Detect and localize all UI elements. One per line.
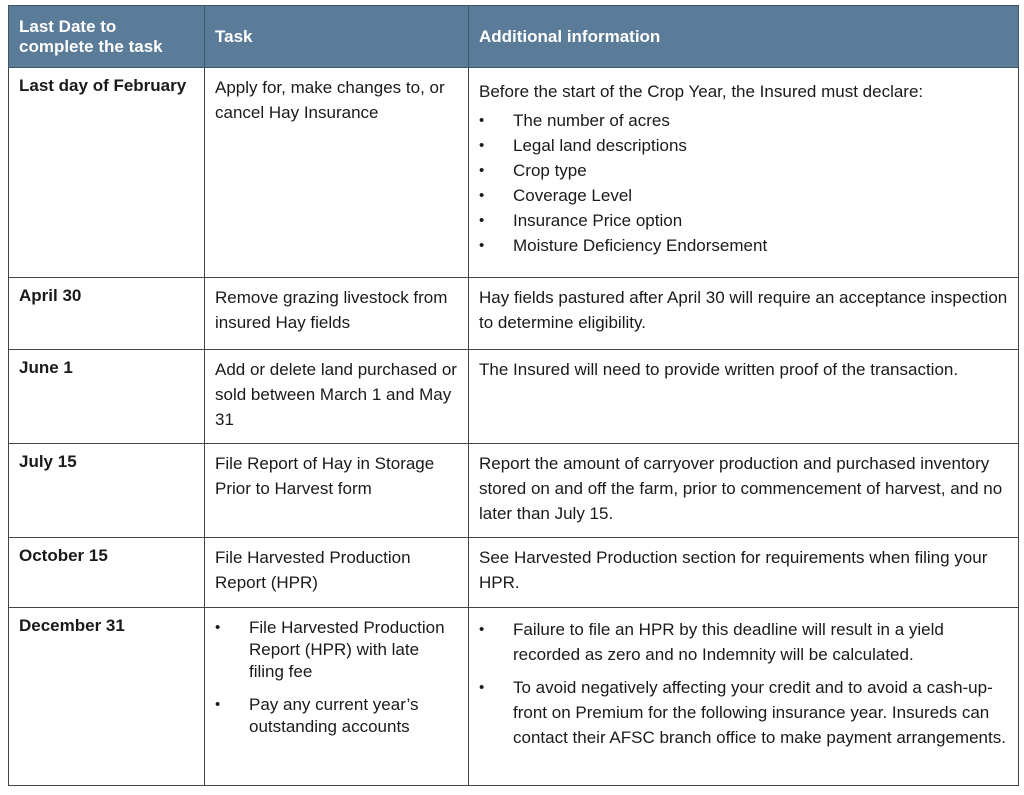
row-task: Remove grazing livestock from insured Hay fields bbox=[205, 278, 469, 350]
deadlines-table bbox=[8, 5, 1019, 786]
table-row bbox=[9, 538, 1019, 608]
row-date: October 15 bbox=[9, 538, 205, 608]
list-item: • Moisture Deficiency Endorsement bbox=[479, 233, 1008, 258]
list-item: • To avoid negatively affecting your credit and to avoid a cash-up-front on Premium for the following insurance year. Insureds can contact their AFSC branch office to make payment arrangements. bbox=[479, 675, 1008, 750]
table-row bbox=[9, 350, 1019, 444]
row-info bbox=[469, 608, 1019, 786]
table-row bbox=[9, 68, 1019, 278]
row-task bbox=[205, 608, 469, 786]
row-date: Last day of February bbox=[9, 68, 205, 278]
header-task: Task bbox=[205, 6, 469, 68]
list-item: • File Harvested Production Report (HPR) with late filing fee bbox=[215, 617, 458, 683]
row-info: The Insured will need to provide written proof of the transaction. bbox=[469, 350, 1019, 444]
info-bullet-list bbox=[479, 108, 1008, 258]
table-row bbox=[9, 444, 1019, 538]
header-info: Additional information bbox=[469, 6, 1019, 68]
row-task: Add or delete land purchased or sold between March 1 and May 31 bbox=[205, 350, 469, 444]
list-item: • Legal land descriptions bbox=[479, 133, 1008, 158]
header-date: Last Date to complete the task bbox=[9, 6, 205, 68]
list-item: • Crop type bbox=[479, 158, 1008, 183]
task-bullet-list bbox=[215, 617, 458, 738]
row-task: Apply for, make changes to, or cancel Hay Insurance bbox=[205, 68, 469, 278]
table-row bbox=[9, 278, 1019, 350]
row-task: File Report of Hay in Storage Prior to Harvest form bbox=[205, 444, 469, 538]
row-info: See Harvested Production section for requirements when filing your HPR. bbox=[469, 538, 1019, 608]
list-item: • Coverage Level bbox=[479, 183, 1008, 208]
header-row bbox=[9, 6, 1019, 68]
table-row bbox=[9, 608, 1019, 786]
list-item: • Failure to file an HPR by this deadline will result in a yield recorded as zero and no Indemnity will be calculated. bbox=[479, 617, 1008, 667]
row-date: December 31 bbox=[9, 608, 205, 786]
row-date: June 1 bbox=[9, 350, 205, 444]
row-info: Report the amount of carryover production and purchased inventory stored on and off the farm, prior to commencement of harvest, and no later than July 15. bbox=[469, 444, 1019, 538]
row-task: File Harvested Production Report (HPR) bbox=[205, 538, 469, 608]
row-info bbox=[469, 68, 1019, 278]
row-date: April 30 bbox=[9, 278, 205, 350]
info-bullet-list bbox=[479, 617, 1008, 750]
list-item: • Pay any current year’s outstanding accounts bbox=[215, 694, 458, 738]
row-date: July 15 bbox=[9, 444, 205, 538]
row-info: Hay fields pastured after April 30 will require an acceptance inspection to determine eligibility. bbox=[469, 278, 1019, 350]
list-item: • Insurance Price option bbox=[479, 208, 1008, 233]
row-info-text: Before the start of the Crop Year, the Insured must declare: bbox=[479, 82, 924, 101]
list-item: • The number of acres bbox=[479, 108, 1008, 133]
